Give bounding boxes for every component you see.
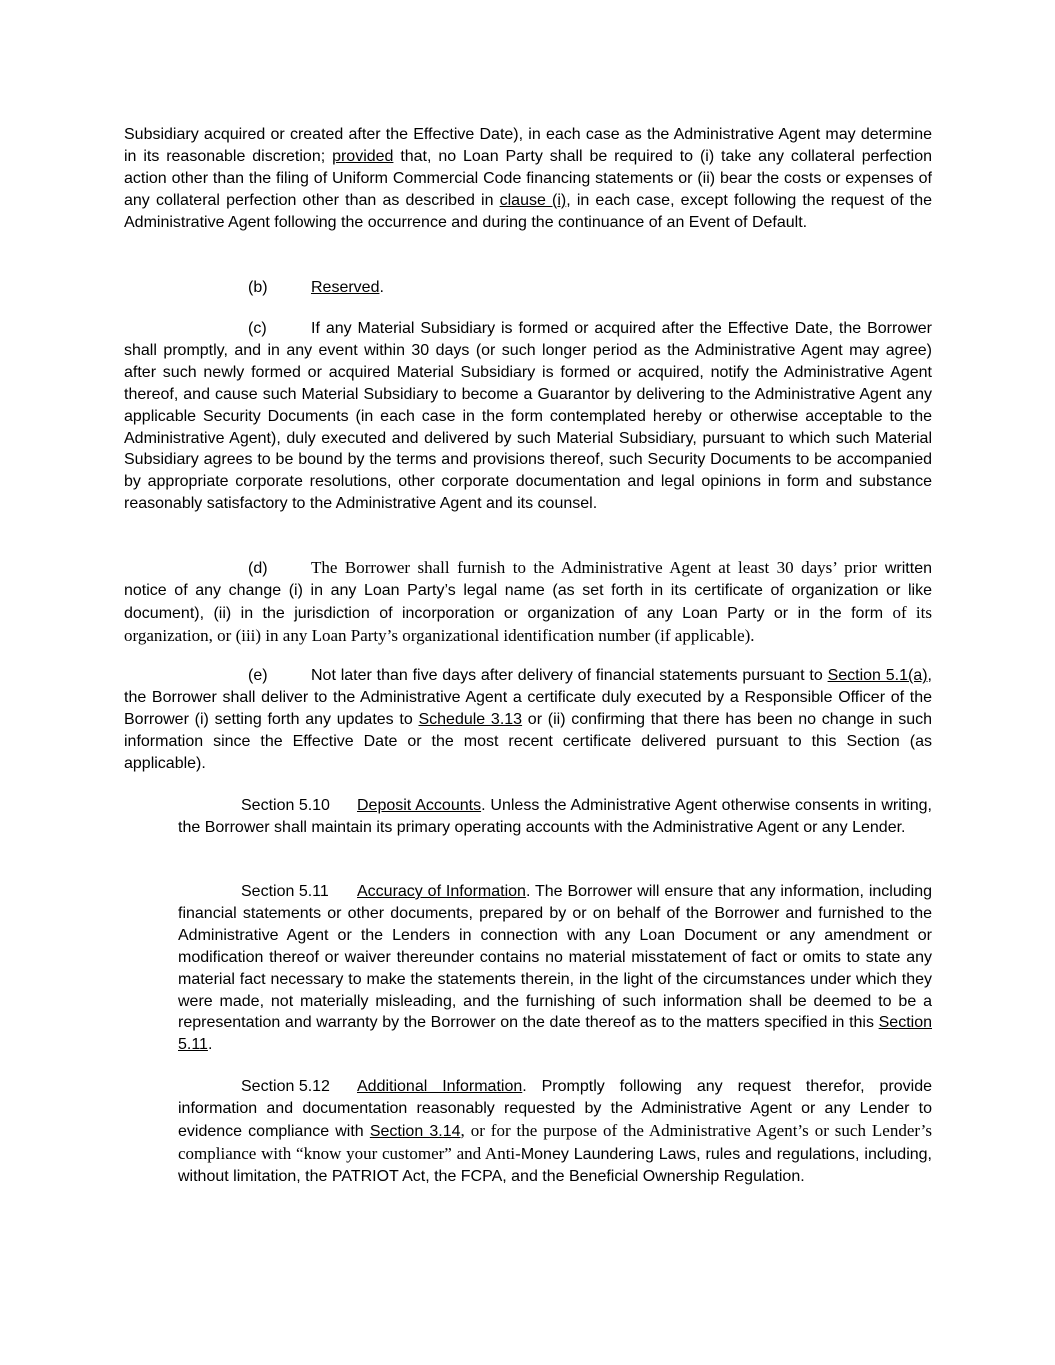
text: The Borrower shall furnish to the Administrative Agent at least 30 days’ prior — [311, 558, 878, 577]
text: If any Material Subsidiary is formed or acquired after the Effective Date, the Borrower shall promptly, and in any event within 30 days (or such longer period as the Administrative Agent may agree) after such newly formed or acquired Material Subsidiary is formed or acquired, notify the Administrative Agent thereof, and cause such Material Subsidiary to become a Guarantor by delivering to the Administrative Agent any applicable Security Documents (in each case in the form contemplated hereby or otherwise acceptable to the Administrative Agent), duly executed and delivered by such Material Subsidiary, pursuant to which such Material Subsidiary agrees to be bound by the terms and provisions thereof, such Security Documents to be accompanied by appropriate corporate resolutions, other corporate documentation and legal opinions in form and substance reasonably satisfactory to the Administrative Agent and its counsel. — [124, 320, 932, 513]
text: Money Laundering Laws, rules and regulations, including, without limitation, the PATRIOT Act, the FCPA, and the Beneficial Ownership Regulation. — [178, 1145, 932, 1185]
cross-reference-clause-i: clause (i) — [499, 191, 567, 209]
item-label-c: (c) — [248, 320, 267, 337]
heading-reserved: Reserved — [311, 279, 380, 296]
section-5-12 — [178, 1076, 932, 1188]
text: . — [379, 279, 384, 296]
item-label-d: (d) — [248, 560, 268, 577]
section-heading: Additional Information — [357, 1078, 523, 1095]
text: or (ii) confirming that there has been no change in such information since the Effective Date or the most recent certificate delivered pursuant to this Section (as applicable). — [124, 710, 933, 772]
section-number: Section 5.12 — [241, 1078, 330, 1095]
section-heading: Deposit Accounts — [357, 797, 482, 814]
paragraph-intro — [124, 124, 932, 234]
text: Not later than five days after delivery of financial statements pursuant to — [311, 667, 828, 684]
text: , or for the purpose of the Administrative Agent’s or such Lender’s compliance with “know your customer” and Anti- — [178, 1120, 933, 1163]
text: of its organization, or (iii) in any Loan Party’s organizational identification number (if applicable). — [124, 602, 932, 645]
section-number: Section 5.11 — [241, 883, 329, 900]
paragraph-b — [124, 277, 932, 299]
paragraph-c — [124, 318, 932, 515]
text: , in each case, except following the request of the Administrative Agent following the occurrence and during the continuance of an Event of Default. — [124, 191, 932, 231]
emphasis-provided: provided — [332, 147, 394, 165]
text: that, no Loan Party shall be required to (i) take any collateral perfection action other than the filing of Uniform Commercial Code financing statements or (ii) bear the costs or expenses of any collateral perfection other than as described in — [124, 147, 933, 209]
item-label-e: (e) — [248, 667, 268, 684]
text: . The Borrower will ensure that any information, including financial statements or other documents, prepared by or on behalf of the Borrower and furnished to the Administrative Agent or the Lenders in connection with any Loan Document or any amendment or modification thereof or waiver thereunder contains no material misstatement of fact or omits to state any material fact necessary to make the statements therein, in the light of the circumstances under which they were made, not materially misleading, and the furnishing of such information shall be deemed to be a representation and warranty by the Borrower on the date thereof as to the matters specified in this — [178, 883, 932, 1032]
paragraph-e — [124, 665, 932, 775]
item-label-b: (b) — [248, 279, 268, 296]
text: , the Borrower shall deliver to the Administrative Agent a certificate duly executed by a Responsible Officer of the Borrower (i) setting forth any updates to — [124, 667, 932, 728]
section-number: Section 5.10 — [241, 797, 330, 814]
section-5-11 — [178, 881, 932, 1056]
section-heading: Accuracy of Information — [357, 883, 526, 900]
text: written notice of any change (i) in any Loan Party’s legal name (as set forth in its certificate of organization or like document), (ii) in the jurisdiction of incorporation or organization of any Loan Party or in the form — [124, 560, 932, 622]
cross-reference-section-3-14: Section 3.14 — [369, 1122, 461, 1140]
cross-reference-schedule-3-13: Schedule 3.13 — [418, 710, 523, 728]
cross-reference-section-5-1-a: Section 5.1(a) — [827, 667, 928, 684]
paragraph-d — [124, 557, 932, 648]
section-5-10 — [178, 795, 932, 839]
cross-reference-section-5-11: Section 5.11 — [178, 1014, 932, 1054]
text: . Promptly following any request therefor, provide information and documentation reasonably requested by the Administrative Agent or any Lender to evidence compliance with — [178, 1078, 932, 1140]
text: . Unless the Administrative Agent otherwise consents in writing, the Borrower shall maintain its primary operating accounts with the Administrative Agent or any Lender. — [178, 797, 933, 836]
text: . — [207, 1036, 213, 1054]
text: Subsidiary acquired or created after the Effective Date), in each case as the Administrative Agent may determine in its reasonable discretion; — [124, 126, 932, 165]
